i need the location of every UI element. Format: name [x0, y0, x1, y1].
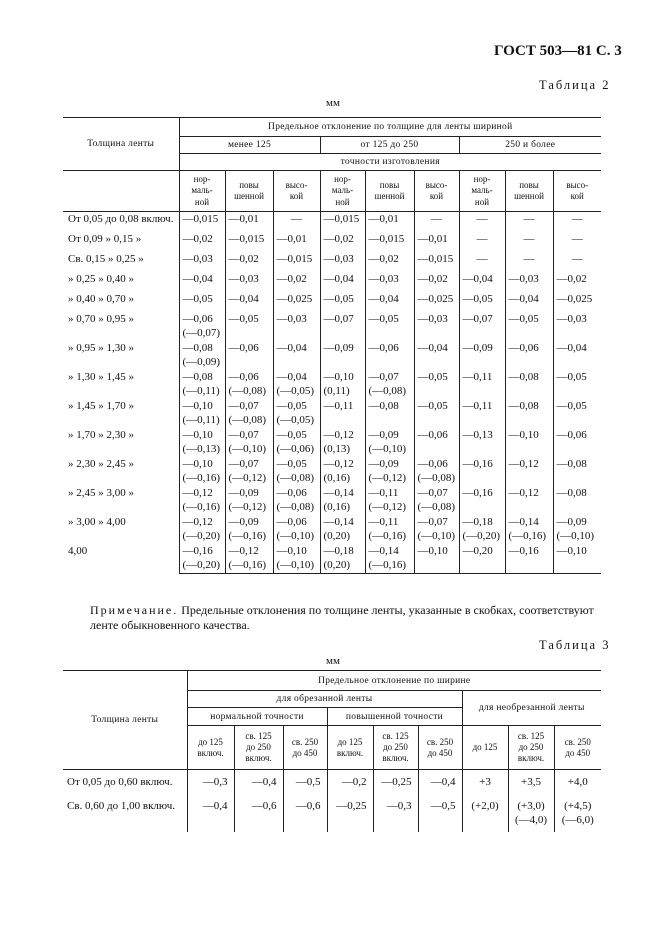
- table-cell: —0,09: [320, 341, 365, 370]
- table-cell: —0,05: [225, 312, 273, 341]
- table-cell: —0,08 (—0,11): [179, 370, 225, 399]
- table2-acc-raised: повы шенной: [365, 171, 414, 212]
- table-cell: —0,12 (—0,16): [179, 486, 225, 515]
- table-cell: —0,01: [414, 232, 459, 252]
- row-thickness-label: 4,00: [68, 545, 88, 557]
- table-cell: —: [459, 212, 505, 233]
- table3-subheader: св. 250 до 450: [283, 726, 327, 770]
- table-cell: —0,02: [225, 252, 273, 272]
- row-thickness-label: » 0,40 » 0,70 »: [68, 293, 134, 305]
- table-cell: —0,10 (—0,11): [179, 399, 225, 428]
- table-cell: —0,10: [505, 428, 553, 457]
- table-cell: —0,04 (—0,05): [273, 370, 320, 399]
- table-cell: —0,04: [273, 341, 320, 370]
- table-cell: —0,08: [553, 486, 601, 515]
- table3-units: мм: [326, 655, 340, 667]
- table-cell: —0,05: [179, 292, 225, 312]
- table-cell: —0,07 (—0,10): [225, 428, 273, 457]
- table-cell: —0,07: [459, 312, 505, 341]
- row-thickness-label: От 0,05 до 0,60 включ.: [67, 776, 173, 788]
- table2-acc-raised: повы шенной: [225, 171, 273, 212]
- table-row: [63, 370, 601, 399]
- table2-acc-high: высо- кой: [273, 171, 320, 212]
- table-cell: —0,6: [283, 794, 327, 832]
- table3-subheader: св. 250 до 450: [418, 726, 462, 770]
- table2-units: мм: [326, 97, 340, 109]
- table-cell: —0,06 (—0,08): [414, 457, 459, 486]
- table2: [63, 117, 601, 574]
- table2-accuracy-header: точности изготовления: [179, 154, 601, 171]
- table-cell: —0,05 (—0,05): [273, 399, 320, 428]
- table-cell: —: [459, 252, 505, 272]
- table-cell: —0,05: [414, 399, 459, 428]
- table-cell: —0,18 (0,20): [320, 544, 365, 574]
- table-cell: —0,09 (—0,16): [225, 515, 273, 544]
- note-label: Примечание.: [90, 603, 179, 617]
- table-cell: —0,25: [373, 770, 418, 794]
- table-cell: —: [505, 232, 553, 252]
- row-thickness-label: Св. 0,60 до 1,00 включ.: [67, 799, 175, 812]
- table-cell: (+2,0): [462, 794, 508, 832]
- table-cell: —0,06: [505, 341, 553, 370]
- table-cell: —: [273, 212, 320, 233]
- table-cell: —0,08: [553, 457, 601, 486]
- table-row: [63, 252, 601, 272]
- table-cell: —: [553, 212, 601, 233]
- table-cell: +3: [462, 770, 508, 794]
- table2-acc-raised: повы шенной: [505, 171, 553, 212]
- table-cell: —0,02: [365, 252, 414, 272]
- table-cell: —0,3: [187, 770, 234, 794]
- table-cell: —0,04: [365, 292, 414, 312]
- table3-subheader: св. 250 до 450: [554, 726, 601, 770]
- table-cell: —0,01: [273, 232, 320, 252]
- table-cell: —0,09 (—0,10): [365, 428, 414, 457]
- table-cell: —0,10 (—0,13): [179, 428, 225, 457]
- table-cell: —0,04: [414, 341, 459, 370]
- table-cell: —0,11: [459, 370, 505, 399]
- table-cell: —0,06 (—0,08): [225, 370, 273, 399]
- table-row: [63, 794, 601, 832]
- table-row: [63, 341, 601, 370]
- table-cell: —0,12: [505, 486, 553, 515]
- table-cell: —0,04: [179, 272, 225, 292]
- table-row: [63, 457, 601, 486]
- table-cell: —0,09 (—0,12): [225, 486, 273, 515]
- table3-deviation-header: Предельное отклонение по ширине: [187, 671, 601, 691]
- table2-acc-normal: нор- маль- ной: [459, 171, 505, 212]
- table2-caption: Таблица 2: [539, 78, 611, 92]
- table-cell: —0,12: [505, 457, 553, 486]
- table-cell: —0,08: [505, 399, 553, 428]
- table-cell: —0,11 (—0,12): [365, 486, 414, 515]
- table-cell: —0,5: [418, 794, 462, 832]
- table-cell: —0,06: [365, 341, 414, 370]
- table-cell: —: [553, 252, 601, 272]
- table-cell: —0,02: [179, 232, 225, 252]
- table-cell: —0,16: [459, 457, 505, 486]
- row-thickness-label: » 1,45 » 1,70 »: [68, 400, 134, 412]
- table2-width-ge250: 250 и более: [459, 137, 601, 154]
- table3-cut-header: для обрезанной ленты: [187, 691, 462, 708]
- table-cell: —0,07 (—0,08): [225, 399, 273, 428]
- table2-width-125-250: от 125 до 250: [320, 137, 459, 154]
- table-cell: —0,4: [418, 770, 462, 794]
- table3-subheader: св. 125 до 250 включ.: [234, 726, 283, 770]
- table-row: [63, 232, 601, 252]
- table-cell: —0,015: [320, 212, 365, 233]
- table-cell: (+3,0) (—4,0): [508, 794, 554, 832]
- table-cell: —0,08 (—0,09): [179, 341, 225, 370]
- table-cell: —0,06 (—0,07): [179, 312, 225, 341]
- table3-normal-header: нормальной точности: [187, 708, 327, 726]
- table3-subheader: до 125: [462, 726, 508, 770]
- table2-corner: [63, 171, 179, 212]
- table-cell: —0,02: [553, 272, 601, 292]
- table-cell: —0,16: [459, 486, 505, 515]
- table-cell: —0,10 (—0,16): [179, 457, 225, 486]
- table-cell: —0,03: [320, 252, 365, 272]
- table-row: [63, 515, 601, 544]
- row-thickness-label: » 0,70 » 0,95 »: [68, 313, 134, 325]
- table-cell: —0,05: [553, 370, 601, 399]
- table-cell: —0,015: [179, 212, 225, 233]
- table-cell: —0,14 (—0,16): [505, 515, 553, 544]
- table-row: [63, 272, 601, 292]
- table-cell: —0,6: [234, 794, 283, 832]
- table3-caption: Таблица 3: [539, 638, 611, 652]
- table-cell: —0,08: [365, 399, 414, 428]
- table-cell: —0,16 (—0,20): [179, 544, 225, 574]
- table-cell: —0,08: [505, 370, 553, 399]
- table3-subheader: до 125 включ.: [327, 726, 373, 770]
- table2-thickness-header: Толщина ленты: [63, 118, 179, 171]
- table-cell: —0,03: [179, 252, 225, 272]
- table-cell: —0,05: [553, 399, 601, 428]
- table-cell: —0,11: [320, 399, 365, 428]
- table-cell: —0,10 (—0,10): [273, 544, 320, 574]
- table-cell: —0,05: [505, 312, 553, 341]
- table2-acc-high: высо- кой: [553, 171, 601, 212]
- row-thickness-label: » 0,95 » 1,30 »: [68, 342, 134, 354]
- table-cell: —0,20: [459, 544, 505, 574]
- table3-raised-header: повышенной точности: [327, 708, 462, 726]
- table-cell: —0,4: [234, 770, 283, 794]
- table-cell: —0,05: [320, 292, 365, 312]
- table-cell: —0,03: [365, 272, 414, 292]
- table-cell: —0,25: [327, 794, 373, 832]
- table-cell: —0,16: [505, 544, 553, 574]
- table3-subheader: до 125 включ.: [187, 726, 234, 770]
- table-cell: —0,03: [505, 272, 553, 292]
- table-cell: —0,03: [553, 312, 601, 341]
- row-thickness-label: » 3,00 » 4,00: [68, 516, 126, 528]
- table-cell: —0,015: [414, 252, 459, 272]
- table-cell: —: [505, 212, 553, 233]
- table-cell: —0,12 (—0,20): [179, 515, 225, 544]
- table-cell: —0,025: [273, 292, 320, 312]
- table-cell: —0,025: [414, 292, 459, 312]
- table-cell: —0,12 (0,13): [320, 428, 365, 457]
- table-cell: —0,04: [459, 272, 505, 292]
- table-cell: —0,05: [414, 370, 459, 399]
- table-cell: —0,06: [414, 428, 459, 457]
- table-cell: —0,05: [459, 292, 505, 312]
- table-row: [63, 212, 601, 233]
- table-cell: —0,06 (—0,10): [273, 515, 320, 544]
- table-cell: —0,06: [553, 428, 601, 457]
- row-thickness-label: » 2,30 » 2,45 »: [68, 458, 134, 470]
- table2-acc-high: высо- кой: [414, 171, 459, 212]
- table-cell: —0,18 (—0,20): [459, 515, 505, 544]
- table-cell: —0,05: [365, 312, 414, 341]
- table-cell: —0,07 (—0,08): [414, 486, 459, 515]
- table-cell: —0,05 (—0,06): [273, 428, 320, 457]
- table-cell: —: [505, 252, 553, 272]
- table-cell: —: [459, 232, 505, 252]
- table-cell: (+4,5) (—6,0): [554, 794, 601, 832]
- table2-acc-normal: нор- маль- ной: [179, 171, 225, 212]
- table-cell: —0,09 (—0,12): [365, 457, 414, 486]
- table3: [63, 670, 601, 832]
- table3-thickness-header: Толщина ленты: [63, 671, 187, 770]
- table-cell: —0,14 (0,20): [320, 515, 365, 544]
- table2-deviation-header: Предельное отклонение по толщине для ленты шириной: [179, 118, 601, 137]
- table-cell: —0,06: [225, 341, 273, 370]
- table-cell: +3,5: [508, 770, 554, 794]
- table-cell: —0,12 (0,16): [320, 457, 365, 486]
- table-cell: —0,02: [320, 232, 365, 252]
- table-row: [63, 312, 601, 341]
- table-cell: —0,14 (—0,16): [365, 544, 414, 574]
- table-row: [63, 770, 601, 794]
- table-cell: —0,06 (—0,08): [273, 486, 320, 515]
- table-cell: —0,2: [327, 770, 373, 794]
- row-thickness-label: От 0,09 » 0,15 »: [68, 233, 142, 245]
- table-row: [63, 399, 601, 428]
- table-cell: —0,04: [225, 292, 273, 312]
- table-cell: —0,4: [187, 794, 234, 832]
- table-row: [63, 428, 601, 457]
- table-row: [63, 486, 601, 515]
- table-cell: —0,01: [225, 212, 273, 233]
- table-cell: —0,3: [373, 794, 418, 832]
- table-cell: —0,12 (—0,16): [225, 544, 273, 574]
- page-header: ГОСТ 503—81 С. 3: [494, 43, 622, 59]
- table-cell: —: [553, 232, 601, 252]
- table-cell: —0,11: [459, 399, 505, 428]
- table-cell: —0,09 (—0,10): [553, 515, 601, 544]
- table-cell: —0,10: [414, 544, 459, 574]
- table-row: [63, 292, 601, 312]
- table-cell: —0,03: [414, 312, 459, 341]
- table-cell: —0,14 (0,16): [320, 486, 365, 515]
- table-cell: —0,015: [365, 232, 414, 252]
- table-cell: —0,01: [365, 212, 414, 233]
- row-thickness-label: Св. 0,15 » 0,25 »: [68, 253, 144, 265]
- table-cell: —0,015: [273, 252, 320, 272]
- table-cell: —0,025: [553, 292, 601, 312]
- table-cell: —0,10 (0,11): [320, 370, 365, 399]
- table-cell: —0,03: [273, 312, 320, 341]
- table-cell: —0,07 (—0,12): [225, 457, 273, 486]
- table-cell: —0,5: [283, 770, 327, 794]
- table-cell: —0,10: [553, 544, 601, 574]
- table-cell: —0,05 (—0,08): [273, 457, 320, 486]
- table-cell: —: [414, 212, 459, 233]
- table-cell: —0,11 (—0,16): [365, 515, 414, 544]
- table-cell: —0,07 (—0,08): [365, 370, 414, 399]
- table-cell: —0,04: [320, 272, 365, 292]
- table3-uncut-header: для необрезанной ленты: [462, 691, 601, 726]
- table-row: [63, 544, 601, 574]
- table-cell: —0,07 (—0,10): [414, 515, 459, 544]
- table-cell: —0,04: [553, 341, 601, 370]
- table-cell: —0,07: [320, 312, 365, 341]
- table-cell: —0,04: [505, 292, 553, 312]
- table2-acc-normal: нор- маль- ной: [320, 171, 365, 212]
- table2-body: [63, 212, 601, 574]
- table-cell: —0,02: [414, 272, 459, 292]
- row-thickness-label: » 0,25 » 0,40 »: [68, 273, 134, 285]
- table3-body: [63, 770, 601, 832]
- table-cell: —0,015: [225, 232, 273, 252]
- table3-subheader: св. 125 до 250 включ.: [373, 726, 418, 770]
- row-thickness-label: От 0,05 до 0,08 включ.: [68, 213, 174, 225]
- note: [90, 603, 610, 633]
- row-thickness-label: » 1,30 » 1,45 »: [68, 371, 134, 383]
- table-cell: —0,02: [273, 272, 320, 292]
- table-cell: +4,0: [554, 770, 601, 794]
- table-cell: —0,13: [459, 428, 505, 457]
- row-thickness-label: » 2,45 » 3,00 »: [68, 487, 134, 499]
- table2-width-lt125: менее 125: [179, 137, 320, 154]
- row-thickness-label: » 1,70 » 2,30 »: [68, 429, 134, 441]
- note-text: Предельные отклонения по толщине ленты, указанные в скобках, соответствуют ленте обыкновенного качества.: [90, 603, 594, 632]
- table3-subheader: св. 125 до 250 включ.: [508, 726, 554, 770]
- table-cell: —0,03: [225, 272, 273, 292]
- table-cell: —0,09: [459, 341, 505, 370]
